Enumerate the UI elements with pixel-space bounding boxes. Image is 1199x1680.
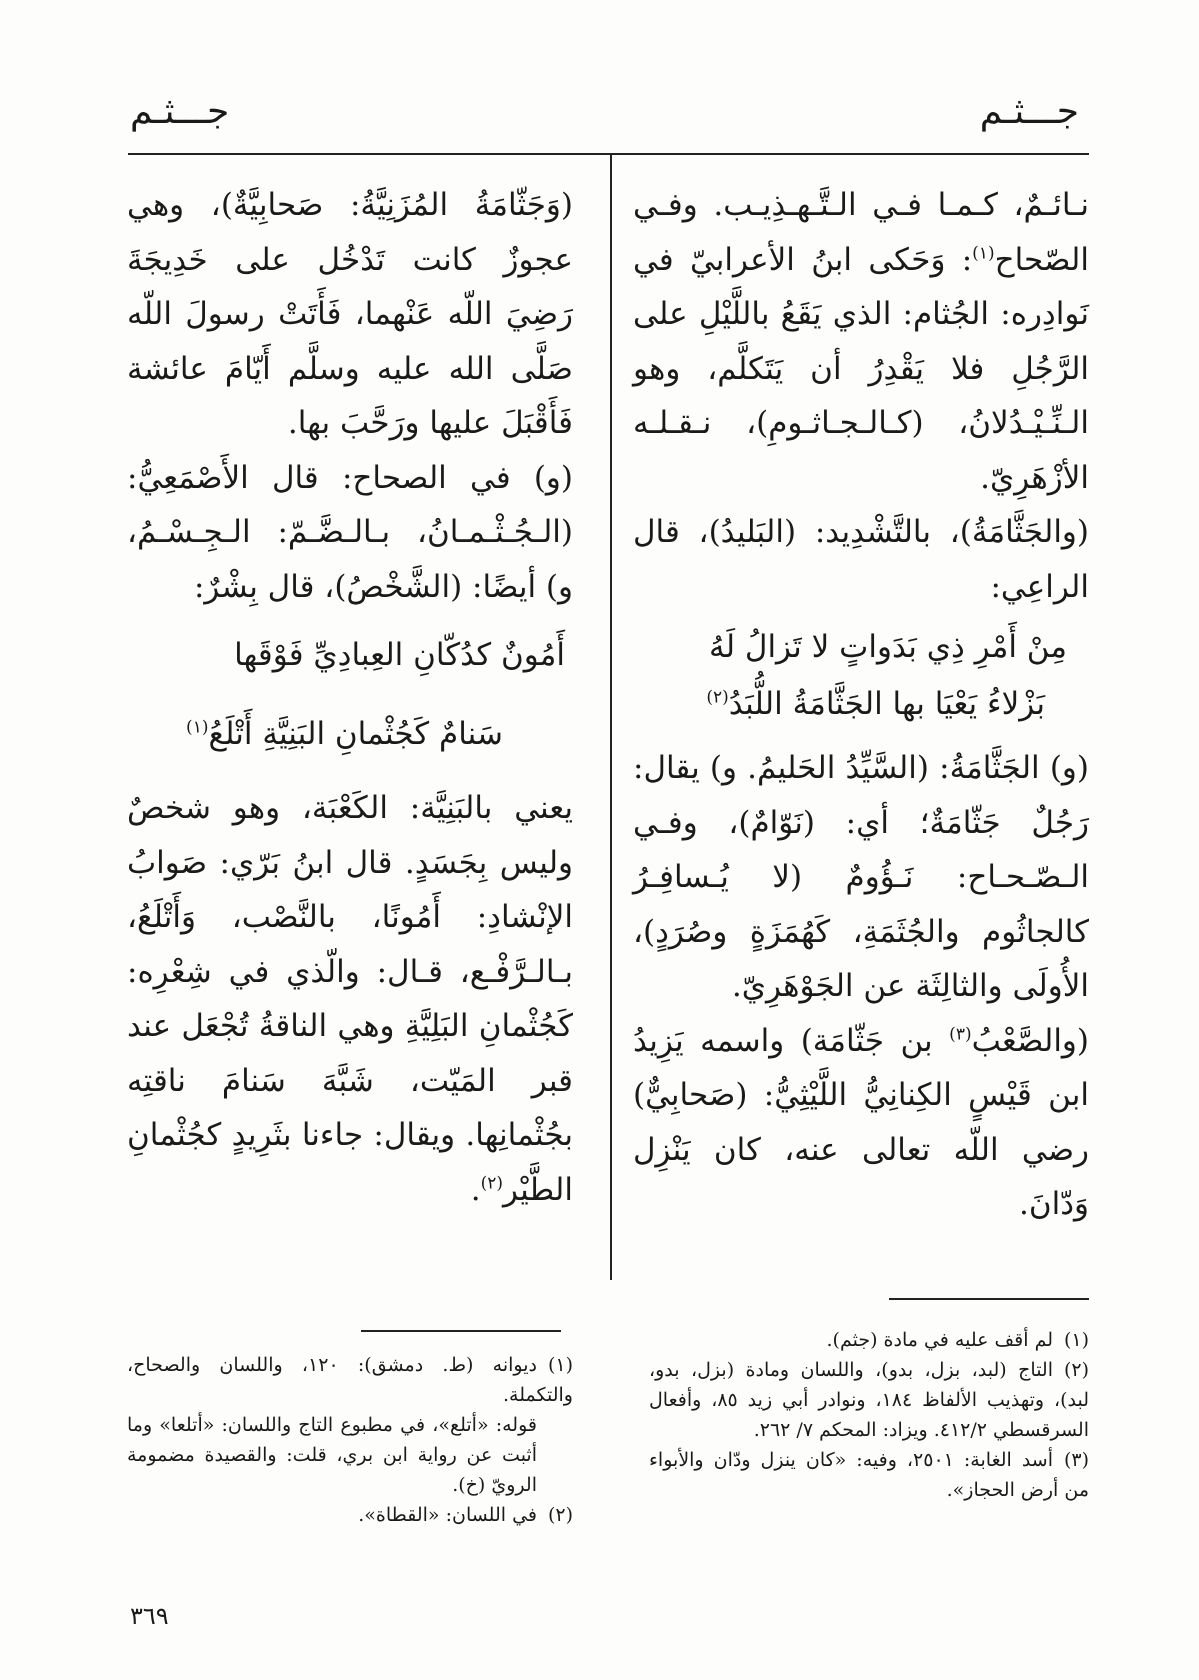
paragraph: (و) في الصحاح: قال الأَصْمَعِيُّ: (الـجُـثْـمـانُ، بـالـضَّـمّ: الـجِـسْـمُ، و) أيضًا: (الشَّخْصُ)، قال بِشْرٌ: [127, 459, 573, 605]
header-rule [128, 153, 1089, 155]
footnote-rule [889, 1298, 1089, 1300]
page-number: ٣٦٩ [130, 1602, 169, 1630]
footnote: (٢)التاج (لبد، بزل، بدو)، واللسان ومادة (بزل، بدو، لبد)، وتهذيب الألفاظ ١٨٤، ونوادر أبي زيد ٨٥، وأفعال السرقسطي ٤١٢/٢. ويزاد: المحكم ٧/ ٢٦٢. [649, 1359, 1089, 1441]
verse-line: بَزْلاءُ يَعْيَا بها الجَثَّامَةُ اللُّبَدُ$^{(٢)}$ [706, 685, 1045, 722]
footnote-rule [361, 1330, 561, 1332]
left-column [127, 178, 573, 1217]
footnote-marker[interactable]: (١) [972, 243, 995, 264]
verse-line: مِنْ أَمْرِ ذِي بَدَواتٍ لا تَزالُ لَهُ [709, 629, 1067, 665]
footnote: (٢)في اللسان: «القطاة». [358, 1504, 573, 1526]
paragraph: (والجَثَّامَةُ)، بالتَّشْدِيد: (البَليدُ)، قال الراعِي: [633, 514, 1089, 605]
footnote-marker[interactable]: (١) [186, 717, 209, 738]
verse-line: سَنامٌ كَجُثْمانِ البَنِيَّةِ أَتْلَعُ$^{(١)}$ [186, 715, 503, 752]
right-column [633, 178, 1089, 1232]
verse-line: أَمُونٌ كدُكّانِ العِبادِيِّ فَوْقَها [234, 637, 565, 673]
column-divider [610, 153, 612, 1280]
footnote-marker[interactable]: (٢) [480, 1173, 504, 1194]
running-head-right: جـــثـم [979, 91, 1079, 132]
running-head-left: جـــثـم [130, 91, 230, 132]
paragraph: نـائـمٌ، كـمـا فـي الـتَّـهـذِيـب. وفـي الصّحاح$^{(١)}$: وَحَكى ابنُ الأعرابيّ في نَوادِره: الجُثام: الذي يَقَعُ باللَّيْلِ على الرَّجُلِ فلا يَقْدِرُ أن يَتَكلَّم، وهو الـنِّـيْـدُلانُ، (كـالـجـاثـومِ)، نـقـلـه الأزْهَرِيّ. [633, 187, 1089, 496]
footnotes-right [649, 1325, 1089, 1505]
footnote: (١)لم أقف عليه في مادة (جثم). [826, 1329, 1089, 1351]
paragraph: يعني بالبَنِيَّة: الكَعْبَة، وهو شخصٌ وليس بِجَسَدٍ. قال ابنُ بَرّي: صَوابُ الإنْشادِ: أَمُونًا، بالنَّصْب، وَأَتْلَعُ، بـالـرَّفْـع، قـال: والّذي في شِعْرِه: كَجُثْمانِ البَلِيَّةِ وهي الناقةُ تُجْعَل عند قبر المَيّت، شَبَّهَ سَنامَ ناقتِه بجُثْمانِها. ويقال: جاءنا بثَرِيدٍ كجُثْمانِ الطَّيْر$^{(٢)}$. [127, 790, 573, 1208]
footnote-marker[interactable]: (٢) [706, 687, 729, 708]
paragraph: (و) الجَثَّامَةُ: (السَّيِّدُ الحَليمُ. و) يقال: رَجُلٌ جَثّامَةٌ؛ أي: (نَوّامٌ)، وفـي الـصّـحـاح: نَـؤُومٌ (لا يُـسافِـرُ كالجاثُوم والجُثَمَةِ، كَهُمَزَةٍ وصُرَدٍ)، الأُولَى والثالِثَة عن الجَوْهَرِيّ. [633, 750, 1089, 1004]
paragraph: (وَجَثّامَةُ المُزَنِيَّةُ: صَحابِيَّةٌ)، وهي عجوزٌ كانت تَدْخُل على خَدِيجَةَ رَضِيَ اللّه عَنْهما، فَأَتَتْ رسولَ اللّه صَلَّى الله عليه وسلَّم أَيّامَ عائشة فَأَقْبَلَ عليها ورَحَّبَ بها. [127, 187, 573, 441]
footnote: (٣)أسد الغابة: ٢٥٠١، وفيه: «كان ينزل ودّان والأبواء من أرض الحجاز». [649, 1449, 1089, 1501]
paragraph: (والصَّعْبُ$^{(٣)}$ بن جَثّامَة) واسمه يَزِيدُ ابن قَيْسٍ الكِنانِيُّ اللَّيْثِيُّ: (صَحابِيٌّ) رضي اللّه تعالى عنه، كان يَنْزِل وَدّانَ. [633, 1022, 1089, 1222]
footnote-marker[interactable]: (٣) [949, 1024, 972, 1045]
footnotes-left [127, 1350, 573, 1530]
footnote: (١)ديوانه (ط. دمشق): ١٢٠، واللسان والصحاح، والتكملة. قوله: «أتلع»، في مطبوع التاج واللسان: «أتلعا» وما أثبت عن رواية ابن بري، قلت: والقصيدة مضمومة الرويّ (خ). [127, 1354, 573, 1496]
